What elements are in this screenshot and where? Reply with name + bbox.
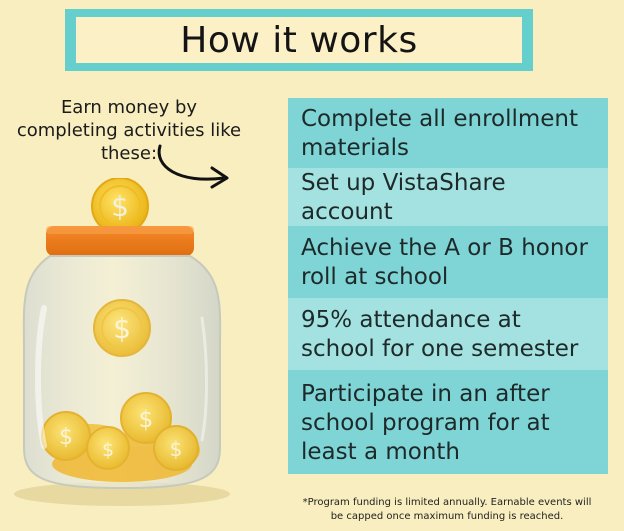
activity-label: Participate in an after school program for at least a month <box>301 380 550 465</box>
activity-label: Set up VistaShare account <box>301 170 506 225</box>
list-item <box>288 226 608 298</box>
activity-label: 95% attendance at school for one semester <box>301 307 579 362</box>
svg-text:$: $ <box>169 437 183 461</box>
list-item <box>288 298 608 370</box>
svg-text:$: $ <box>138 407 154 433</box>
intro-text: Earn money by completing activities like these: <box>16 97 242 164</box>
page-title: How it works <box>180 19 418 61</box>
list-item <box>288 370 608 474</box>
activity-list <box>288 98 608 474</box>
dollar-coin-icon <box>92 178 148 234</box>
list-item <box>288 98 608 168</box>
svg-text:$: $ <box>111 190 129 223</box>
title-banner <box>65 9 533 71</box>
svg-text:$: $ <box>101 439 115 461</box>
activity-label: Achieve the A or B honor roll at school <box>301 235 588 290</box>
coin-jar-icon <box>10 178 235 518</box>
activity-label: Complete all enrollment materials <box>301 106 579 161</box>
list-item <box>288 168 608 226</box>
svg-text:$: $ <box>59 425 73 450</box>
svg-text:$: $ <box>113 312 131 345</box>
funding-footnote: *Program funding is limited annually. Earnable events will be capped once maximum funding is reached. <box>302 497 592 522</box>
title-inner <box>76 17 522 63</box>
